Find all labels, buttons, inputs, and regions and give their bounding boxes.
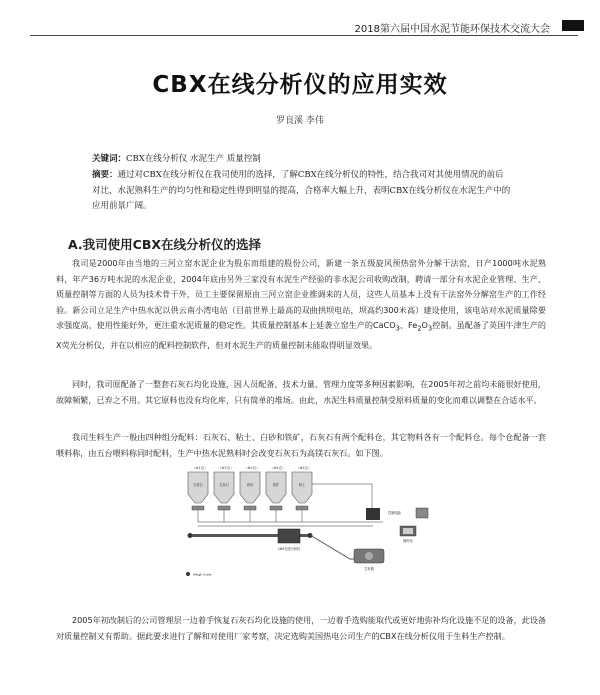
abstract-label: 摘要： xyxy=(92,170,118,180)
header-bar xyxy=(562,20,584,31)
authors: 罗良溪 李伟 xyxy=(276,116,324,126)
bin-label-3: （#3仓） xyxy=(244,466,260,470)
paragraph-1: 我司是2000年由当地的三河立窑水泥企业为股东而组建的股份公司，新建一条五级旋风预热窑外分解干法窑，日产1000吨水泥熟料，年产36万吨水泥的水泥企业，2004年底由另外三家没有水泥生产经验的非水泥公司收购改制，聘请一部分有水泥企业管理、生产、质量控制等方面的人员为技术骨干外，员工主要保留原由三河立窑企业推调来的人员，这些人员基本上没有干法窑外分解窑生产的工作经验。新公司立足生产中热水泥以供云南小湾电站（目前世界上最高的双曲拱坝电站，坝高约300米高）建设使用，该电站对水泥质量除要求强度高、使用性能好外，更注重水泥质量的稳定性。其质量控制基本上延袭立窑生产的CaCO$_3$、$Fe_2O_3$控制。虽配备了英国牛津生产的X荧光分析仪，并在以相应的配料控制软件，但对水泥生产的质量控制未能取得明显效果。 xyxy=(56,258,546,350)
silo-5 xyxy=(292,472,312,503)
raw-mill xyxy=(354,549,384,563)
computer-label: 控制电脑 xyxy=(388,511,401,515)
abstract-text: 通过对CBX在线分析仪在我司使用的选择，了解CBX在线分析仪的特性，结合我司对其使用情况的前后对比，水泥熟料生产的均匀性和稳定性得到明显的提高，合格率大幅上升，表明CBX在线分析仪在水泥生产中的应用前景广阔。 xyxy=(92,170,511,211)
feeder-4 xyxy=(270,506,282,510)
bin-label-4: （#4仓） xyxy=(270,466,286,470)
paper-title: CBX在线分析仪的应用实效 xyxy=(152,72,448,98)
abstract xyxy=(92,168,512,215)
keywords xyxy=(92,152,512,167)
control-computer xyxy=(366,508,380,520)
silo-material-1: 石灰石 xyxy=(193,483,203,487)
silo-3 xyxy=(240,472,260,503)
ancillary-device xyxy=(416,508,428,518)
silo-material-2: 石灰石 xyxy=(219,483,229,487)
silo-material-3: 砂岩 xyxy=(246,483,254,487)
legend-marker xyxy=(186,572,190,576)
feeder-3 xyxy=(244,506,256,510)
analyzer-label: CBX在线分析仪 xyxy=(277,547,301,551)
keywords-text: CBX在线分析仪 水泥生产 质量控制 xyxy=(126,154,261,164)
keywords-label: 关键词： xyxy=(92,154,127,164)
paragraph-3: 我司生料生产一般由四种组分配料：石灰石、粘土、白砂和铁矿，石灰石有两个配料仓，其它物料各有一个配料仓。每个仓配备一套喂料称，由五台喂料称同时配料，生产中热水泥熟料时会改变石灰石为高镁石灰石。如下图。 xyxy=(56,432,546,458)
silo-1 xyxy=(188,472,208,503)
bin-label-1: （#1仓） xyxy=(192,466,208,470)
paragraph-2: 同时，我司原配备了一整套石灰石均化设施，因人员配备、技术力量、管理力度等多种因素影响，在2005年初之前均未能很好使用，故障频繁，已弃之不用。其它原料也没有均化库，只有简单的堆场。由此，水泥生料质量控制受原料质量的变化而难以调整在合适水平。 xyxy=(56,379,546,405)
operator-station xyxy=(400,526,416,536)
operator-label: 操作站 xyxy=(403,539,413,543)
silo-material-5: 粘土 xyxy=(298,483,306,487)
feeder-2 xyxy=(218,506,230,510)
paragraph-4: 2005年初改制后的公司管理层一边着手恢复石灰石均化设施的使用，一边着手选购能取代或更好地弥补均化设施不足的设备，此设备对质量控制又有帮助。据此要求进行了解和对使用厂家考察，决定选购美国热电公司生产的CBX在线分析仪用于生料生产控制。 xyxy=(56,615,546,641)
section-heading: A.我司使用CBX在线分析仪的选择 xyxy=(68,237,261,252)
silo-material-4: 铁矿 xyxy=(272,483,280,487)
silo-4 xyxy=(266,472,286,503)
conference-header: 2018第六届中国水泥节能环保技术交流大会 xyxy=(354,24,550,35)
header-rule xyxy=(30,35,578,36)
mill-label: 生料磨 xyxy=(364,567,374,571)
process-diagram xyxy=(178,464,438,582)
silo-2 xyxy=(214,472,234,503)
bin-label-5: （#5仓） xyxy=(296,466,312,470)
feeder-5 xyxy=(296,506,308,510)
legend-label: Weigh Scale xyxy=(193,572,212,577)
feeder-1 xyxy=(192,506,204,510)
cbx-analyzer xyxy=(278,529,300,543)
bin-label-2: （#2仓） xyxy=(218,466,234,470)
